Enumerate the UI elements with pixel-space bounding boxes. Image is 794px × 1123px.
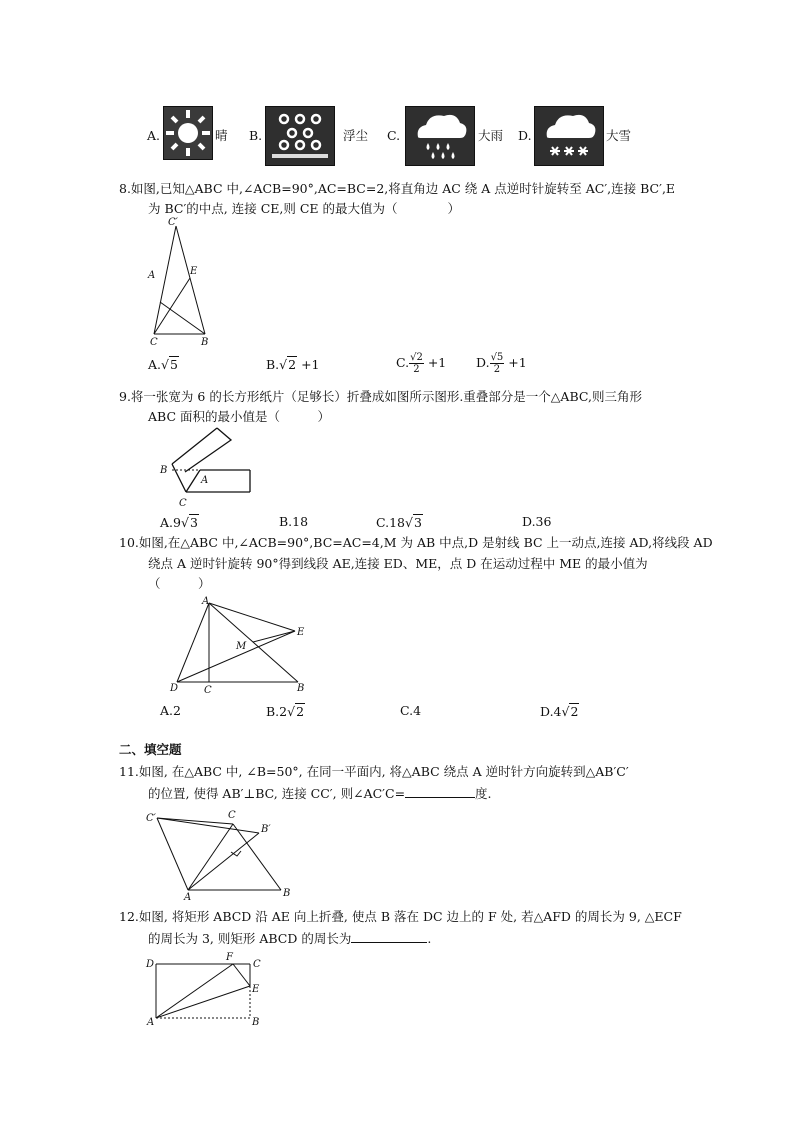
q8-option-b: B.√2 +1 — [266, 357, 320, 372]
q9-text-line2: ABC 面积的最小值是（ ） — [148, 409, 330, 424]
q8-option-c: C. $\frac{√2}{2}$ +1 — [396, 352, 447, 375]
option-b-letter: B. — [249, 128, 263, 143]
q8-text-line2: 为 BC′的中点, 连接 CE,则 CE 的最大值为（ ） — [148, 201, 461, 216]
q9-label-c: C — [179, 498, 187, 509]
q10-label-d: D — [170, 683, 179, 694]
q8-label-b: B — [201, 337, 209, 346]
q10-text-line3: （ ） — [148, 576, 211, 591]
q9-option-b: B.18 — [279, 514, 309, 529]
q9-figure — [155, 426, 260, 510]
q9-option-a: A.9√3 — [160, 515, 198, 530]
q10-label-m: M — [236, 641, 247, 652]
section-title-fill-in: 二、填空题 — [119, 742, 182, 757]
q10-option-a: A.2 — [160, 703, 181, 718]
option-b-label: 浮尘 — [343, 128, 369, 143]
q8-label-e: E — [190, 266, 198, 277]
q11-text-line1: 11.如图, 在△ABC 中, ∠B=50°, 在同一平面内, 将△ABC 绕点 A 逆时针方向旋转到△AB′C′ — [119, 764, 629, 779]
q10-option-b: B.2√2 — [266, 704, 305, 719]
q10-label-a: A — [202, 596, 210, 607]
q8-option-d: D. $\frac{√5}{2}$ +1 — [476, 352, 527, 375]
q9-label-a: A — [201, 475, 209, 486]
q8-figure — [140, 216, 220, 346]
option-a-label: 晴 — [215, 128, 228, 143]
q8-label-a: A — [148, 270, 156, 281]
q9-label-b: B — [160, 465, 168, 476]
q12-label-e: E — [252, 984, 260, 995]
floating-dust-icon — [265, 106, 335, 166]
sun-icon — [163, 106, 213, 160]
option-c-letter: C. — [387, 128, 401, 143]
q10-option-d: D.4√2 — [540, 704, 579, 719]
q8-label-c: C — [150, 337, 158, 346]
q12-label-d: D — [146, 959, 155, 970]
q12-label-f: F — [226, 952, 233, 963]
option-d-letter: D. — [518, 128, 532, 143]
q9-option-c: C.18√3 — [376, 515, 422, 530]
heavy-snow-icon — [534, 106, 604, 166]
q11-label-a: A — [184, 892, 192, 902]
q9-option-d: D.36 — [522, 514, 552, 529]
q10-text-line1: 10.如图,在△ABC 中,∠ACB=90°,BC=AC=4,M 为 AB 中点,D 是射线 BC 上一动点,连接 AD,将线段 AD — [119, 535, 713, 550]
q9-text-line1: 9.将一张宽为 6 的长方形纸片（足够长）折叠成如图所示图形.重叠部分是一个△ABC,则三角形 — [119, 389, 642, 404]
q12-figure — [143, 950, 268, 1030]
q11-answer-blank[interactable] — [405, 785, 475, 798]
q10-label-c: C — [204, 685, 212, 696]
q11-label-b-prime: B′ — [261, 824, 271, 835]
q12-label-c: C — [253, 959, 261, 970]
option-c-label: 大雨 — [478, 128, 504, 143]
q10-option-c: C.4 — [400, 703, 422, 718]
q11-label-c-prime: C′ — [146, 813, 156, 824]
heavy-rain-icon — [405, 106, 475, 166]
q8-label-c-prime: C′ — [168, 217, 178, 228]
option-d-label: 大雪 — [606, 128, 632, 143]
q12-text-line2: 的周长为 3, 则矩形 ABCD 的周长为 . — [148, 931, 432, 946]
q11-figure — [140, 808, 300, 902]
option-a-letter: A. — [147, 128, 161, 143]
q10-text-line2: 绕点 A 逆时针旋转 90°得到线段 AE,连接 ED、ME，点 D 在运动过程中 ME 的最小值为 — [148, 556, 648, 571]
q8-option-a: A.√5 — [148, 357, 178, 372]
q11-label-b: B — [283, 888, 291, 899]
q10-label-b: B — [297, 683, 305, 694]
q11-text-line2: 的位置, 使得 AB′⊥BC, 连接 CC′, 则∠AC′C= 度. — [148, 786, 492, 801]
q11-label-c: C — [228, 810, 236, 821]
q10-label-e: E — [297, 627, 305, 638]
q12-label-b: B — [252, 1017, 260, 1028]
q12-answer-blank[interactable] — [351, 930, 427, 943]
q12-label-a: A — [147, 1017, 155, 1028]
q12-text-line1: 12.如图, 将矩形 ABCD 沿 AE 向上折叠, 使点 B 落在 DC 边上的 F 处, 若△AFD 的周长为 9, △ECF — [119, 909, 682, 924]
q10-figure — [162, 594, 312, 696]
q8-text-line1: 8.如图,已知△ABC 中,∠ACB=90°,AC=BC=2,将直角边 AC 绕 A 点逆时针旋转至 AC′,连接 BC′,E — [119, 181, 676, 196]
